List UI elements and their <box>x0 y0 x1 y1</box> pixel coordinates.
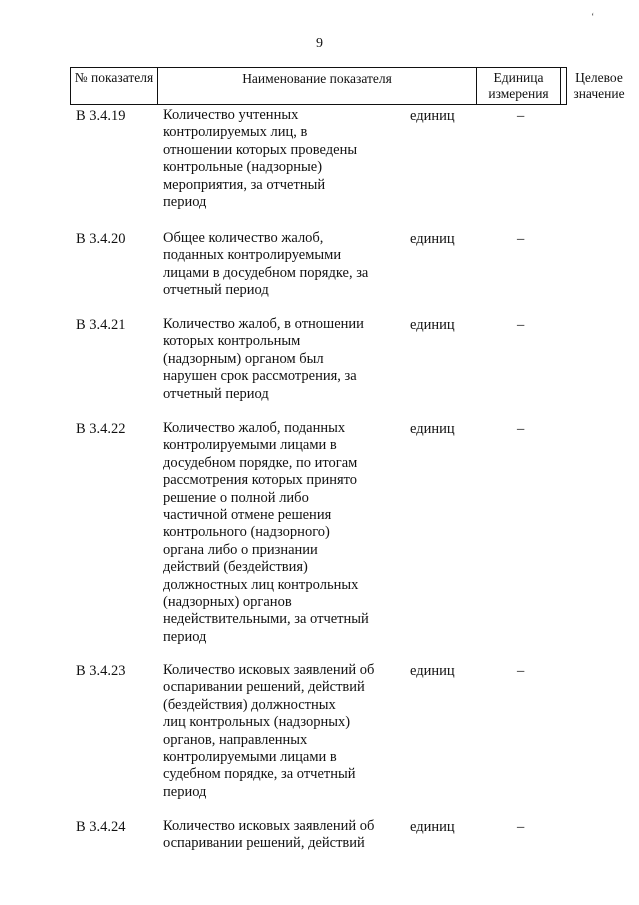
row-name-line: Количество жалоб, поданных <box>163 420 346 436</box>
row-name-line: отношении которых проведены <box>163 141 358 158</box>
row-name-line: Количество жалоб, в отношении <box>163 316 364 332</box>
row-unit: единиц <box>410 231 455 247</box>
row-unit: единиц <box>410 317 455 333</box>
row-name-line: (надзорным) органом был <box>163 350 324 367</box>
row-name-line: лиц контрольных (надзорных) <box>163 714 351 731</box>
row-name <box>163 107 403 211</box>
row-name-line: которых контрольным <box>163 333 301 350</box>
row-unit: единиц <box>410 108 455 124</box>
row-name <box>163 420 403 646</box>
page-number: 9 <box>316 36 323 51</box>
row-code: В 3.4.21 <box>76 317 126 333</box>
row-name-line: период <box>163 194 207 211</box>
row-name-line: решение о полной либо <box>163 489 309 506</box>
row-name-line: органа либо о признании <box>163 541 318 558</box>
row-name-line: органов, направленных <box>163 731 308 748</box>
row-name-line: нарушен срок рассмотрения, за <box>163 368 357 385</box>
table-header <box>70 67 625 105</box>
row-name-line: контролируемых лиц, в <box>163 124 308 141</box>
row-target: – <box>517 231 525 247</box>
row-name <box>163 818 403 853</box>
row-name-line: действий (бездействия) <box>163 559 308 576</box>
row-name-line: недействительными, за отчетный <box>163 611 369 628</box>
row-unit: единиц <box>410 819 455 835</box>
row-name-line: должностных лиц контрольных <box>163 576 359 593</box>
row-code: В 3.4.23 <box>76 663 126 679</box>
row-name-line: Общее количество жалоб, <box>163 230 324 246</box>
row-target: – <box>517 663 525 679</box>
row-name-line: оспаривании решений, действий <box>163 679 365 696</box>
row-name-line: мероприятия, за отчетный <box>163 176 326 193</box>
header-unit: Единица измерения <box>477 68 561 104</box>
row-name-line: контрольные (надзорные) <box>163 159 323 176</box>
header-target: Целевое значение <box>573 70 625 101</box>
row-name-line: отчетный период <box>163 282 269 299</box>
row-code: В 3.4.20 <box>76 231 126 247</box>
row-unit: единиц <box>410 663 455 679</box>
row-name-line: период <box>163 628 207 645</box>
row-name-line: (бездействия) должностных <box>163 696 336 713</box>
row-name-line: период <box>163 783 207 800</box>
header-name-label: Наименование показателя <box>242 71 392 86</box>
row-name-line: оспаривании решений, действий <box>163 835 365 852</box>
row-code: В 3.4.19 <box>76 108 126 124</box>
row-name-line: контролируемыми лицами в <box>163 749 337 766</box>
row-name <box>163 230 403 300</box>
row-name-line: поданных контролируемыми <box>163 247 342 264</box>
row-target: – <box>517 317 525 333</box>
row-target: – <box>517 108 525 124</box>
row-name-line: Количество учтенных <box>163 107 299 123</box>
row-name-line: Количество исковых заявлений об <box>163 818 375 834</box>
row-name-line: лицами в досудебном порядке, за <box>163 264 369 281</box>
row-name-line: Количество исковых заявлений об <box>163 662 375 678</box>
row-name-line: отчетный период <box>163 385 269 402</box>
row-target: – <box>517 819 525 835</box>
row-unit: единиц <box>410 421 455 437</box>
scan-mark: ‘ <box>591 12 595 23</box>
row-code: В 3.4.22 <box>76 421 126 437</box>
row-name-line: досудебном порядке, по итогам <box>163 454 358 471</box>
header-name <box>158 68 477 104</box>
row-name-line: контролируемыми лицами в <box>163 437 337 454</box>
row-name-line: судебном порядке, за отчетный <box>163 766 356 783</box>
header-number: № показателя <box>71 68 158 104</box>
row-name-line: контрольного (надзорного) <box>163 524 330 541</box>
row-name-line: (надзорных) органов <box>163 594 292 611</box>
row-name-line: частичной отмене решения <box>163 507 332 524</box>
row-name <box>163 662 403 801</box>
row-code: В 3.4.24 <box>76 819 126 835</box>
row-name <box>163 316 403 403</box>
row-name-line: рассмотрения которых принято <box>163 472 358 489</box>
row-target: – <box>517 421 525 437</box>
